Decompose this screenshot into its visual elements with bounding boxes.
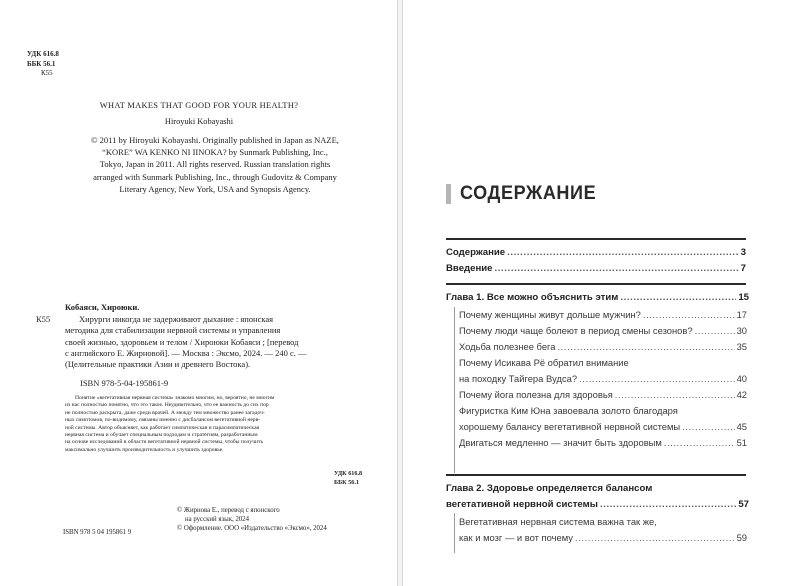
catalog-line: Хирурги никогда не задерживают дыхание : японская (79, 314, 274, 324)
catalog-line: с английского Е. Жирновой]. — Москва : Эксмо, 2024. — 240 с. — (65, 347, 307, 358)
abstract-line: ной системы. Автор объясняет, как работает симпатическая и парасимпатическая (65, 424, 260, 431)
toc-chapter-1[interactable] (446, 292, 749, 303)
bbk-code: ББК 56.1 (27, 59, 56, 68)
copyright-line: Literary Agency, New York, USA and Synopsis Agency. (119, 183, 311, 194)
toc-item[interactable] (459, 389, 747, 400)
page-title: СОДЕРЖАНИЕ (460, 183, 597, 204)
toc-item[interactable] (459, 373, 747, 384)
toc-item-title: Двигаться медленно — значит быть здоровым (459, 437, 662, 448)
copyright-line: “KORE” WA KENKO NI IINOKA? by Sunmark Publishing, Inc., (102, 147, 328, 158)
abstract-line: ных симптомов, по-видимому, связаны именно с дисбалансом вегетативной нерв- (65, 417, 261, 424)
toc-chapter-2-line1[interactable]: Глава 2. Здоровье определяется балансом (446, 483, 653, 494)
toc-item-page: 35 (736, 341, 747, 352)
toc-entry-page: 3 (740, 247, 746, 258)
udc-code: УДК 616.8 (27, 50, 59, 58)
toc-item-title: хорошему балансу вегетативной нервной системы (459, 421, 681, 432)
abstract-line: на основе исследований в области вегетативной нервной системы, чтобы получить (65, 439, 264, 446)
toc-item-title: Почему люди чаще болеют в период смены сезонов? (459, 325, 693, 336)
author-mark: К55 (41, 69, 53, 77)
toc-item-title: Почему йога полезна для здоровья (459, 389, 613, 400)
catalog-author: Кобаяси, Хироюки. (65, 302, 140, 312)
toc-item-title: на походку Тайгера Вудса? (459, 373, 578, 384)
toc-item-title: Ходьба полезнее бега (459, 341, 556, 352)
dot-leader (695, 325, 735, 336)
toc-entry-intro[interactable] (446, 263, 746, 274)
toc-item-title-line1[interactable]: Вегетативная нервная система важна так же, (459, 516, 657, 527)
abstract-line: не полностью раскрыта, даже среди врачей. А между тем множество ранее загадоч- (65, 409, 265, 416)
dot-leader (507, 247, 739, 258)
toc-item-page: 45 (736, 421, 747, 432)
catalog-line: (Целительные практики Азии и древнего Востока). (65, 359, 251, 370)
dot-leader (682, 421, 734, 432)
toc-item[interactable] (459, 309, 747, 320)
toc-item[interactable] (459, 437, 747, 448)
toc-item-page: 30 (736, 325, 747, 336)
toc-item[interactable] (459, 325, 747, 336)
dot-leader (620, 292, 736, 303)
toc-chapter-title: Глава 1. Все можно объяснить этим (446, 292, 619, 303)
bottom-copyright-line: на русский язык, 2024 (185, 515, 250, 523)
dot-leader (495, 263, 739, 274)
dot-leader (664, 437, 735, 448)
dot-leader (557, 341, 734, 352)
dot-leader (643, 309, 735, 320)
catalog-line: своей жизнью, здоровьем и телом / Хироюки Кобаяси ; [перевод (65, 336, 299, 347)
dot-leader (579, 373, 734, 384)
toc-entry-title: Содержание (446, 247, 506, 258)
toc-entry-contents[interactable] (446, 247, 746, 258)
isbn: ISBN 978-5-04-195861-9 (80, 378, 169, 388)
original-author: Hiroyuki Kobayashi (164, 117, 234, 126)
copyright-line: © 2011 by Hiroyuki Kobayashi. Originally published in Japan as NAZE, (91, 135, 339, 145)
chapter1-rule (446, 283, 746, 285)
toc-item-page: 40 (736, 373, 747, 384)
abstract-line: из нас полностью понятно, что это такое. Неудивительно, что ее важность до сих пор (65, 402, 269, 409)
abstract-line: максимально улучшить производительность и улучшить здоровье. (65, 446, 224, 453)
toc-item-page: 17 (736, 309, 747, 320)
toc-item-page: 42 (736, 389, 747, 400)
toc-top-rule (446, 238, 746, 240)
original-title: WHAT MAKES THAT GOOD FOR YOUR HEALTH? (99, 101, 299, 110)
toc-entry-title: Введение (446, 263, 493, 274)
dot-leader (615, 389, 735, 400)
toc-item-title-line1[interactable]: Фигуристка Ким Юна завоевала золото благодаря (459, 405, 678, 416)
abstract-line: Понятие «вегетативная нервная система» знакомо многим, но, вероятно, не многим (75, 395, 275, 401)
toc-item-page: 51 (736, 437, 747, 448)
copyright-line: arranged with Sunmark Publishing, Inc., through Gudovitz & Company (93, 171, 337, 182)
chapter2-subrule (454, 513, 455, 553)
toc-item[interactable] (459, 421, 747, 432)
toc-chapter-2[interactable] (446, 499, 749, 510)
toc-chapter-title: вегетативной нервной системы (446, 499, 598, 510)
toc-item-title-line1[interactable]: Почему Исикава Рё обратил внимание (459, 357, 629, 368)
dot-leader (575, 532, 735, 543)
toc-item[interactable] (459, 532, 747, 543)
toc-item-title: Почему женщины живут дольше мужчин? (459, 309, 641, 320)
toc-item-title: как и мозг — и вот почему (459, 532, 573, 543)
bbk-code-small: ББК 56.1 (334, 478, 360, 486)
toc-entry-page: 7 (740, 263, 746, 274)
toc-chapter-page: 57 (738, 499, 749, 510)
copyright-line: Tokyo, Japan in 2011. All rights reserved. Russian translation rights (99, 159, 331, 170)
catalog-code: К55 (36, 314, 51, 324)
udc-code-small: УДК 616.8 (334, 470, 363, 477)
bottom-copyright-line: © Жирнова Е., перевод с японского (177, 507, 280, 514)
chapter1-subrule (454, 307, 455, 473)
catalog-line: методика для стабилизации нервной системы и управления (65, 325, 281, 336)
abstract-line: нервная система и обучает специальным подходам и стратегиям, разработанным (65, 432, 258, 439)
toc-item-page: 59 (736, 532, 747, 543)
bottom-isbn: ISBN 978 5 04 195861 9 (63, 529, 132, 536)
bottom-copyright-line: © Оформление. ООО «Издательство «Эксмо», 2024 (177, 524, 327, 532)
dot-leader (600, 499, 736, 510)
toc-item[interactable] (459, 341, 747, 352)
toc-chapter-page: 15 (738, 292, 749, 303)
chapter2-rule (446, 474, 746, 476)
